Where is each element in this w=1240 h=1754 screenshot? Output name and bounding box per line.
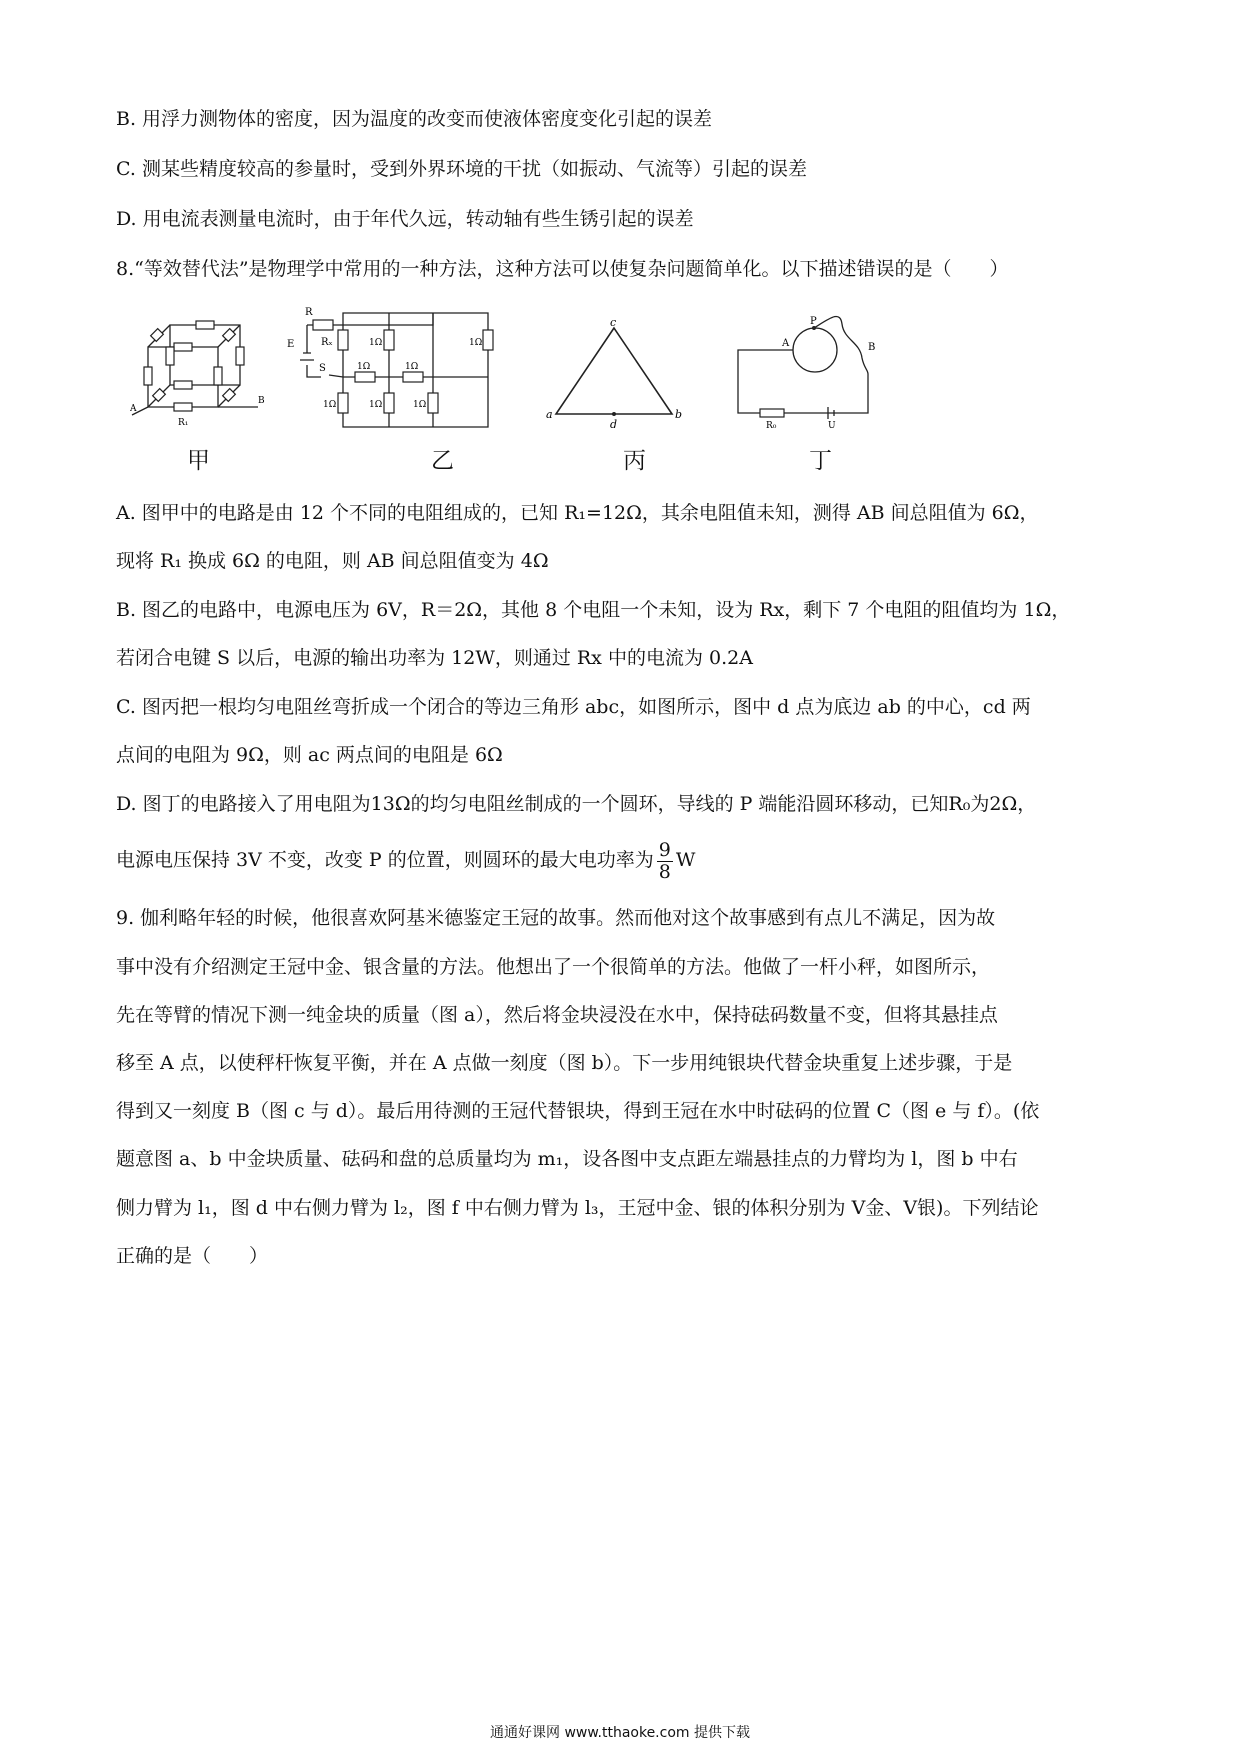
jia-label-r1: R₁ [178, 418, 189, 428]
bing-label-d: d [610, 418, 618, 430]
option-b-line: B. 用浮力测物体的密度，因为温度的改变而使液体密度变化引起的误差 [116, 108, 713, 130]
ding-label-b: B [868, 342, 876, 353]
option-d-text: 电源电压保持 3V 不变，改变 P 的位置，则圆环的最大电功率为 [116, 849, 654, 871]
bing-label-a: a [546, 408, 553, 421]
yi-label-ohm: 1Ω [323, 400, 337, 410]
question-9-line-7: 侧力臂为 l₁，图 d 中右侧力臂为 l₂，图 f 中右侧力臂为 l₃，王冠中金、银的体积分别为 V金、V银)。下列结论 [116, 1197, 1039, 1219]
option-d-line: D. 用电流表测量电流时，由于年代久远，转动轴有些生锈引起的误差 [116, 208, 694, 230]
ding-label-u: U [828, 421, 836, 430]
fraction [657, 840, 673, 883]
bing-label-c: c [610, 318, 617, 329]
yi-label-r: R [305, 307, 313, 318]
jia-label-b: B [258, 396, 265, 406]
yi-label-ohm: 1Ω [413, 400, 427, 410]
figure-caption-yi: 乙 [431, 448, 454, 474]
fraction-denominator: 8 [658, 860, 671, 883]
option-a-line-2: 现将 R₁ 换成 6Ω 的电阻，则 AB 间总阻值变为 4Ω [116, 550, 549, 572]
option-a-line-1: A. 图甲中的电路是由 12 个不同的电阻组成的，已知 R₁=12Ω，其余电阻值未知，测得 AB 间总阻值为 6Ω， [116, 502, 1039, 524]
yi-label-s: S [319, 363, 326, 374]
figure-caption-jia: 甲 [187, 448, 210, 474]
yi-label-ohm: 1Ω [369, 400, 383, 410]
option-d-line-1: D. 图丁的电路接入了用电阻为13Ω的均匀电阻丝制成的一个圆环，导线的 P 端能沿圆环移动，已知R₀为2Ω， [116, 793, 1037, 815]
ding-label-p: P [810, 316, 817, 327]
option-c-line: C. 测某些精度较高的参量时，受到外界环境的干扰（如振动、气流等）引起的误差 [116, 158, 807, 180]
fraction-numerator: 9 [658, 838, 671, 861]
figure-jia [130, 315, 270, 430]
ding-label-a: A [782, 338, 790, 349]
option-c-line-1: C. 图丙把一根均匀电阻丝弯折成一个闭合的等边三角形 abc，如图所示，图中 d 点为底边 ab 的中心，cd 两 [116, 696, 1031, 718]
option-b-line-2: 若闭合电键 S 以后，电源的输出功率为 12W，则通过 Rx 中的电流为 0.2A [116, 647, 753, 669]
yi-label-ohm: 1Ω [469, 338, 483, 348]
yi-label-ohm: 1Ω [369, 338, 383, 348]
ding-label-r0: R₀ [766, 421, 777, 430]
jia-label-a: A [130, 404, 137, 414]
option-c-line-2: 点间的电阻为 9Ω，则 ac 两点间的电阻是 6Ω [116, 744, 503, 766]
yi-label-ohm: 1Ω [357, 362, 371, 372]
figure-ding [730, 310, 880, 430]
question-9-line-3: 先在等臂的情况下测一纯金块的质量（图 a），然后将金块浸没在水中，保持砝码数量不变，但将其悬挂点 [116, 1004, 998, 1026]
option-d-line-2 [116, 837, 695, 883]
question-9-line-5: 得到又一刻度 B（图 c 与 d）。最后用待测的王冠代替银块，得到王冠在水中时砝码的位置 C（图 e 与 f）。(依 [116, 1100, 1040, 1122]
question-9-line-1: 9. 伽利略年轻的时候，他很喜欢阿基米德鉴定王冠的故事。然而他对这个故事感到有点儿不满足，因为故 [116, 907, 996, 929]
question-9-line-2: 事中没有介绍测定王冠中金、银含量的方法。他想出了一个很简单的方法。他做了一杆小秤，如图所示， [116, 956, 991, 978]
figure-caption-ding: 丁 [809, 448, 832, 474]
yi-label-ohm: 1Ω [405, 362, 419, 372]
question-8-stem: 8.“等效替代法”是物理学中常用的一种方法，这种方法可以使复杂问题简单化。以下描述错误的是（ ） [116, 258, 1009, 280]
yi-label-rx: Rₓ [321, 337, 333, 348]
question-9-line-6: 题意图 a、b 中金块质量、砝码和盘的总质量均为 m₁，设各图中支点距左端悬挂点的力臂均为 l，图 b 中右 [116, 1148, 1018, 1170]
yi-label-e: E [287, 339, 295, 350]
page-footer: 通通好课网 www.tthaoke.com 提供下载 [490, 1725, 750, 1741]
figure-yi [283, 305, 498, 430]
bing-label-b: b [675, 408, 683, 421]
question-9-line-4: 移至 A 点，以使秤杆恢复平衡，并在 A 点做一刻度（图 b）。下一步用纯银块代替金块重复上述步骤，于是 [116, 1052, 1013, 1074]
figure-caption-bing: 丙 [623, 448, 646, 474]
question-9-line-8: 正确的是（ ） [116, 1245, 269, 1267]
option-d-unit: W [675, 849, 696, 871]
figure-bing [544, 318, 689, 430]
option-b-line-1: B. 图乙的电路中，电源电压为 6V，R＝2Ω，其他 8 个电阻一个未知，设为 Rx，剩下 7 个电阻的阻值均为 1Ω， [116, 599, 1071, 621]
